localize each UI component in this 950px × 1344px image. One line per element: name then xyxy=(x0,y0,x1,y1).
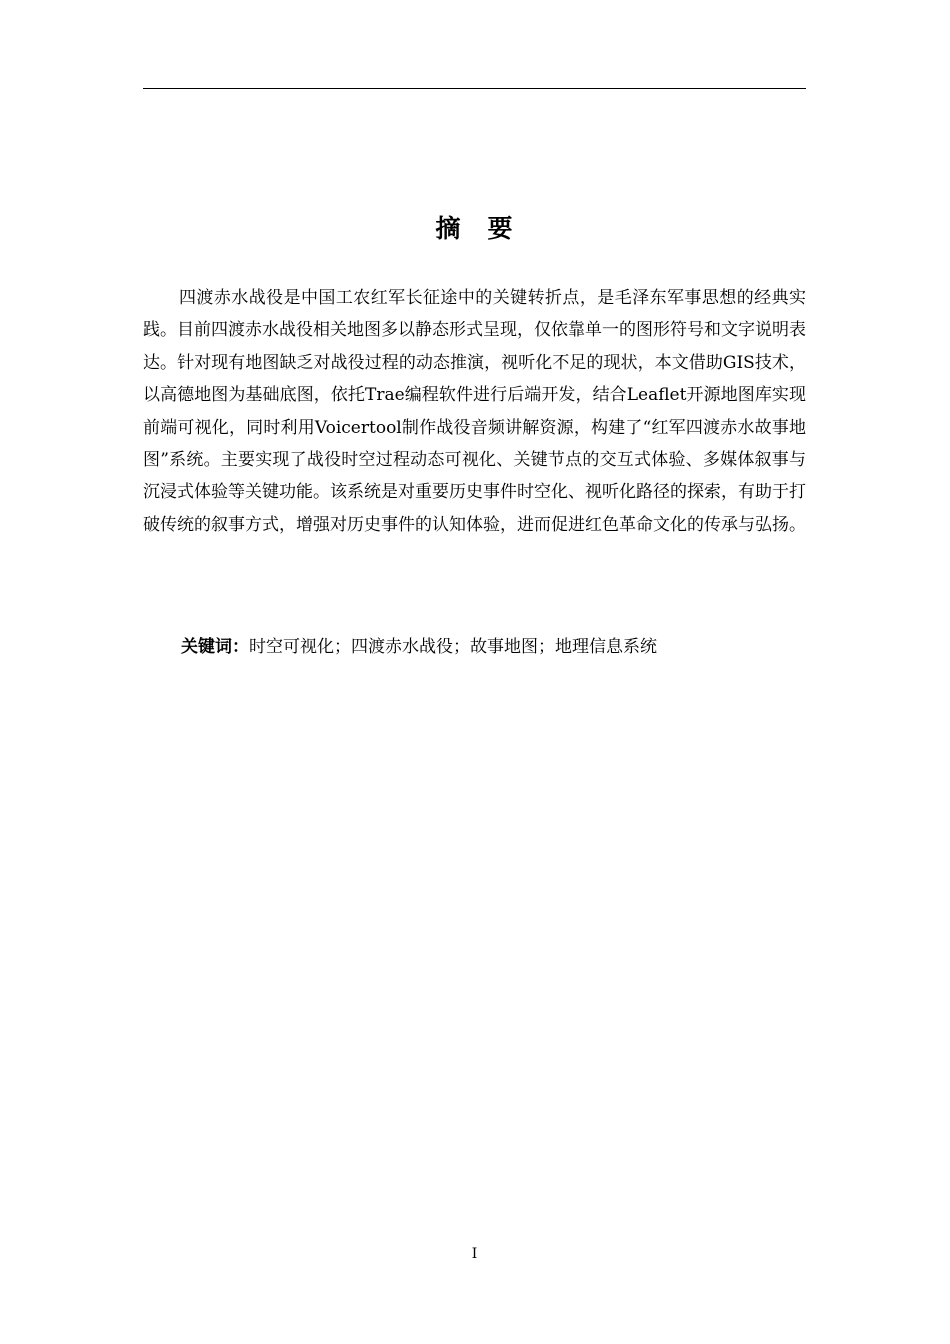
abstract-title: 摘 要 xyxy=(435,214,514,243)
keywords-label: 关键词： xyxy=(181,637,249,657)
keywords-text: 时空可视化；四渡赤水战役；故事地图；地理信息系统 xyxy=(249,637,657,657)
abstract-body: 四渡赤水战役是中国工农红军长征途中的关键转折点，是毛泽东军事思想的经典实践。目前四渡赤水战役相关地图多以静态形式呈现，仅依靠单一的图形符号和文字说明表达。针对现有地图缺乏对战役过程的动态推演，视听化不足的现状，本文借助GIS技术，以高德地图为基础底图，依托Trae编程软件进行后端开发，结合Leaflet开源地图库实现前端可视化，同时利用Voicertool制作战役音频讲解资源，构建了“红军四渡赤水故事地图”系统。主要实现了战役时空过程动态可视化、关键节点的交互式体验、多媒体叙事与沉浸式体验等关键功能。该系统是对重要历史事件时空化、视听化路径的探索，有助于打破传统的叙事方式，增强对历史事件的认知体验，进而促进红色革命文化的传承与弘扬。 xyxy=(143,288,806,535)
keywords-line xyxy=(181,632,806,662)
page-number: I xyxy=(471,1246,478,1262)
header-rule xyxy=(143,88,806,89)
